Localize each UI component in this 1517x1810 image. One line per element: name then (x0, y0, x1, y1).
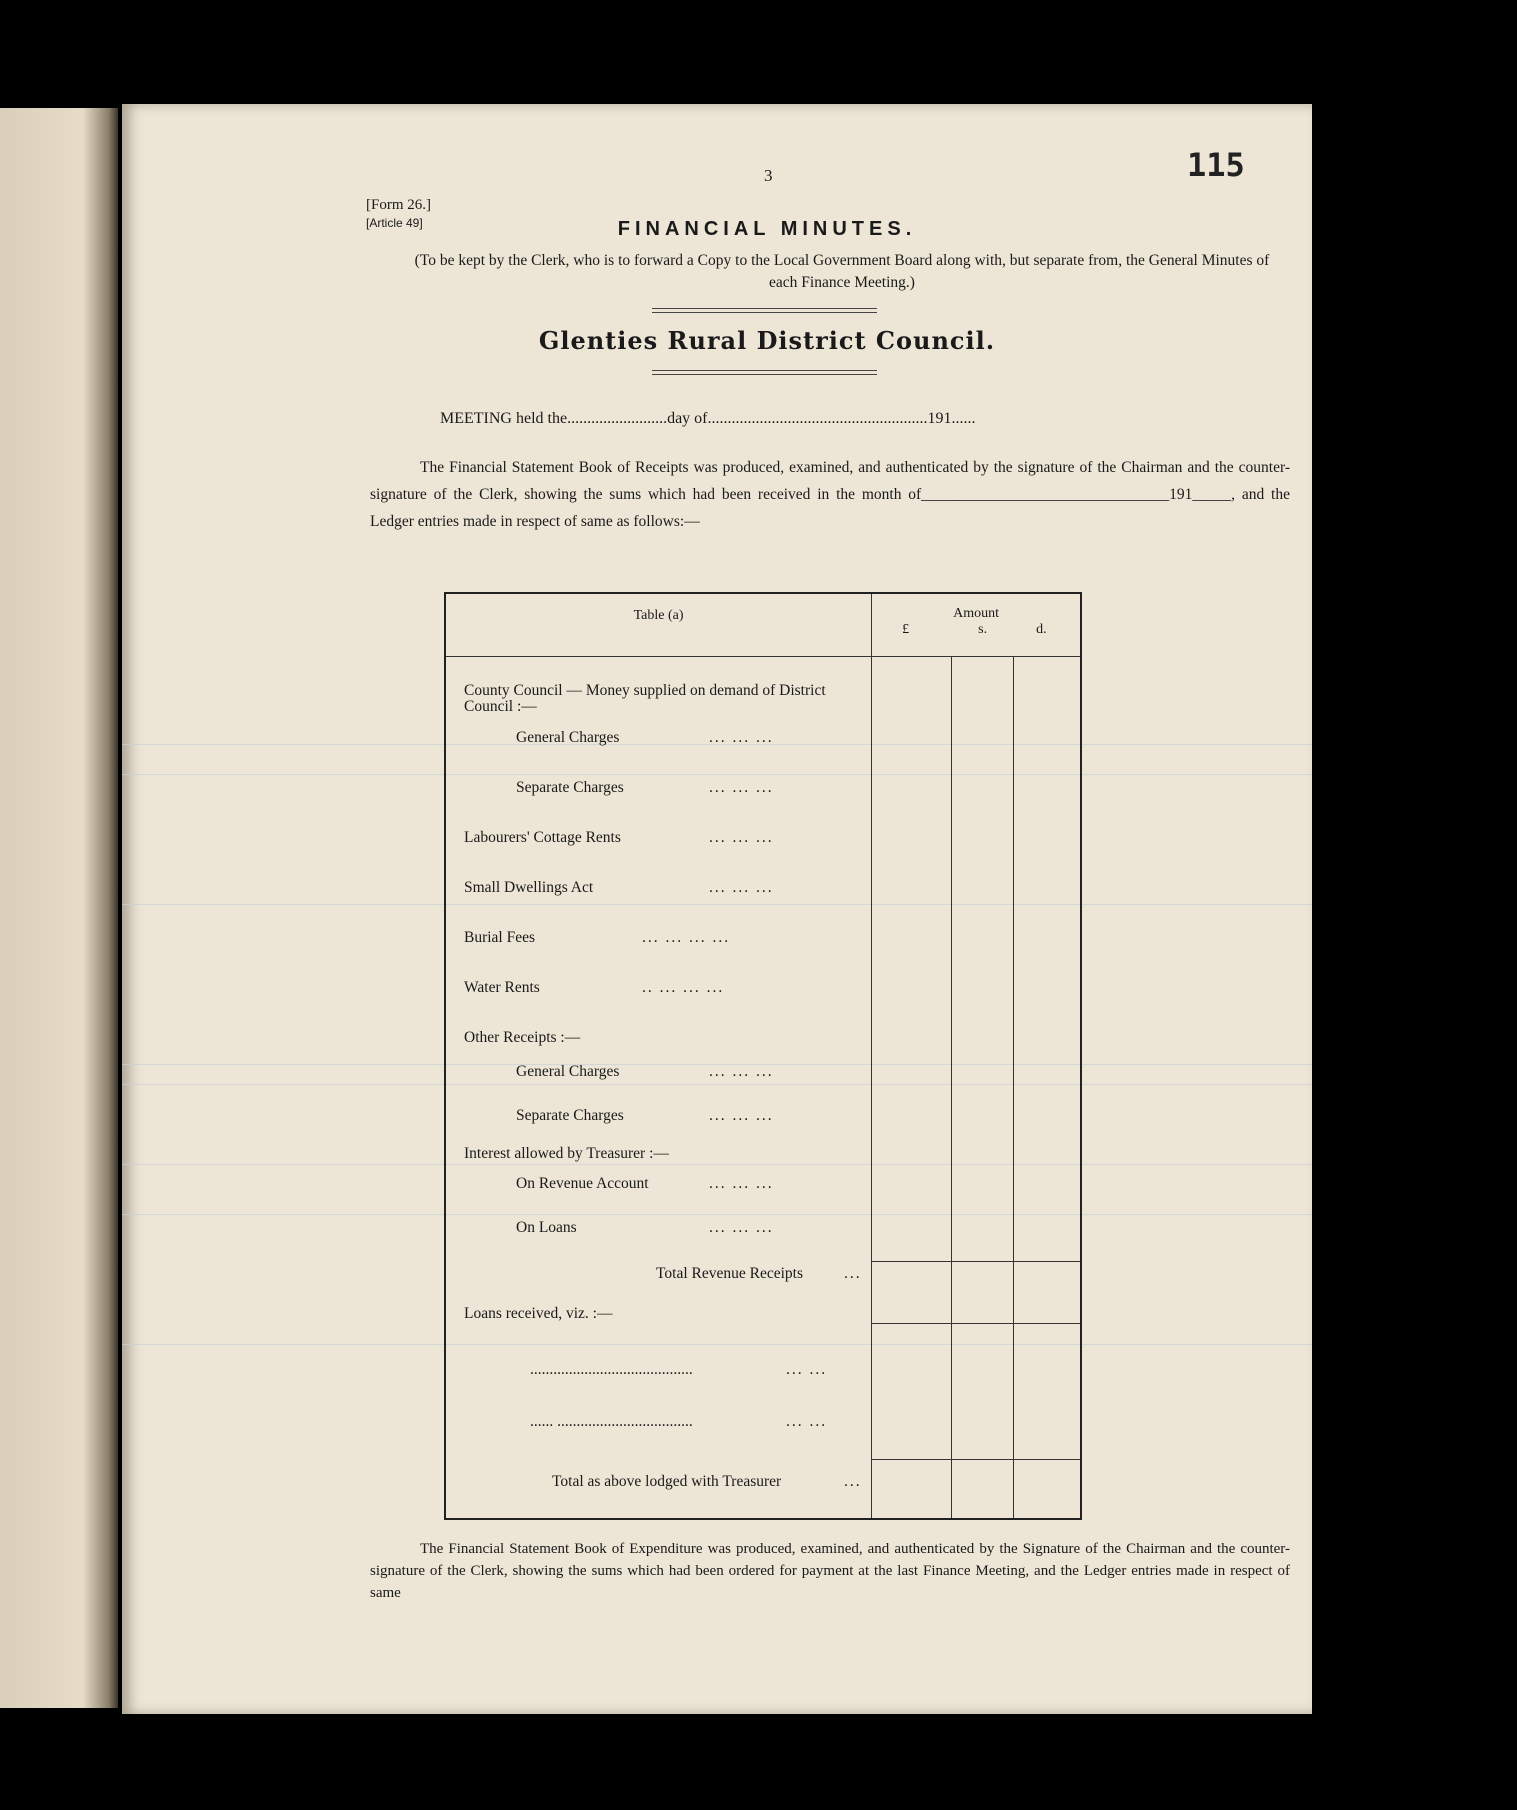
article-label: [Article 49] (366, 216, 423, 230)
total-line (952, 1459, 1013, 1460)
row-leader: ... ... ... (709, 1219, 774, 1236)
header-shillings: s. (978, 622, 988, 637)
receipts-table (444, 592, 1082, 1520)
row-leader: ... ... ... (709, 729, 774, 746)
row-leader: ... ... ... (709, 1063, 774, 1080)
row-leader: ... ... ... (709, 1107, 774, 1124)
table-row: County Council — Money supplied on demand of District Council :— (464, 682, 826, 715)
subtotal-line (952, 1261, 1013, 1262)
total-line (1014, 1459, 1080, 1460)
table-row: Other Receipts :— (464, 1029, 581, 1046)
stamp-number: 115 (1187, 146, 1245, 184)
table-row: Total Revenue Receipts (656, 1265, 803, 1282)
subtotal-line (1014, 1261, 1080, 1262)
table-row: On Revenue Account (516, 1175, 649, 1192)
table-row: Labourers' Cottage Rents (464, 829, 621, 846)
row-leader: ... ... ... (709, 829, 774, 846)
header-description: Table (a) (445, 593, 872, 657)
header-pounds: £ (902, 622, 910, 637)
table-body (445, 657, 1081, 1520)
row-leader: ... ... ... (709, 1175, 774, 1192)
table-row: Water Rents (464, 979, 540, 996)
divider-bottom (652, 370, 877, 375)
left-facing-page (0, 108, 118, 1708)
row-leader: ... (844, 1265, 862, 1282)
expenditure-text: The Financial Statement Book of Expenditure was produced, examined, and authenticated by the Signature of the Chairman and the counter-signature of the Clerk, showing the sums which had been ordered for payment at the last Finance Meeting, and the Ledger entries made in respect of same (370, 1541, 1290, 1601)
header-amount-group (872, 593, 1081, 657)
form-page (122, 104, 1312, 1714)
meeting-line: MEETING held the.........................day of.......................................................191...... (440, 410, 976, 427)
table-row: Burial Fees (464, 929, 536, 946)
table-row: Interest allowed by Treasurer :— (464, 1145, 669, 1162)
row-leader: .. ... ... ... (642, 979, 725, 996)
table-row: On Loans (516, 1219, 577, 1236)
table-row: .......................................... (530, 1361, 693, 1378)
table-header (445, 593, 1081, 657)
intro-paragraph (370, 454, 1290, 535)
table-row: Separate Charges (516, 1107, 624, 1124)
subtotal-line (1014, 1323, 1080, 1324)
council-name: Glenties Rural District Council. (538, 326, 996, 355)
row-leader: ... ... ... ... (642, 929, 731, 946)
page-subtitle: (To be kept by the Clerk, who is to forward a Copy to the Local Government Board along with, but separate from, the General Minutes of each Finance Meeting.) (414, 252, 1270, 291)
table-row: Loans received, viz. :— (464, 1305, 613, 1322)
pounds-column (872, 657, 952, 1520)
table-row: General Charges (516, 729, 620, 746)
expenditure-paragraph (370, 1538, 1290, 1604)
header-amount: Amount (953, 606, 1000, 621)
table-row: General Charges (516, 1063, 620, 1080)
form-label: [Form 26.] (366, 197, 431, 213)
row-leader: ... (844, 1473, 862, 1490)
row-leader: ... ... ... (709, 879, 774, 896)
intro-text: The Financial Statement Book of Receipts was produced, examined, and authenticated by the signature of the Chairman and the counter-signature of the Clerk, showing the sums which had been received in the month of________________________________191_____, and the Ledger entries made in respect of same as follows:— (370, 459, 1290, 530)
table-row: Small Dwellings Act (464, 879, 594, 896)
shillings-column (951, 657, 1013, 1520)
header-pence: d. (1036, 622, 1047, 637)
pence-column (1013, 657, 1081, 1520)
divider-top (652, 308, 877, 313)
table-row: Separate Charges (516, 779, 624, 796)
description-column (445, 657, 872, 1520)
row-leader: ... ... (786, 1361, 828, 1378)
subtotal-line (872, 1261, 951, 1262)
page-number: 3 (764, 166, 773, 185)
page-title: FINANCIAL MINUTES. (617, 218, 917, 240)
table-row: ...... ................................... (530, 1413, 693, 1430)
row-leader: ... ... (786, 1413, 828, 1430)
subtotal-line (952, 1323, 1013, 1324)
total-line (872, 1459, 951, 1460)
table-row: Total as above lodged with Treasurer (552, 1473, 782, 1490)
subtotal-line (872, 1323, 951, 1324)
row-leader: ... ... ... (709, 779, 774, 796)
